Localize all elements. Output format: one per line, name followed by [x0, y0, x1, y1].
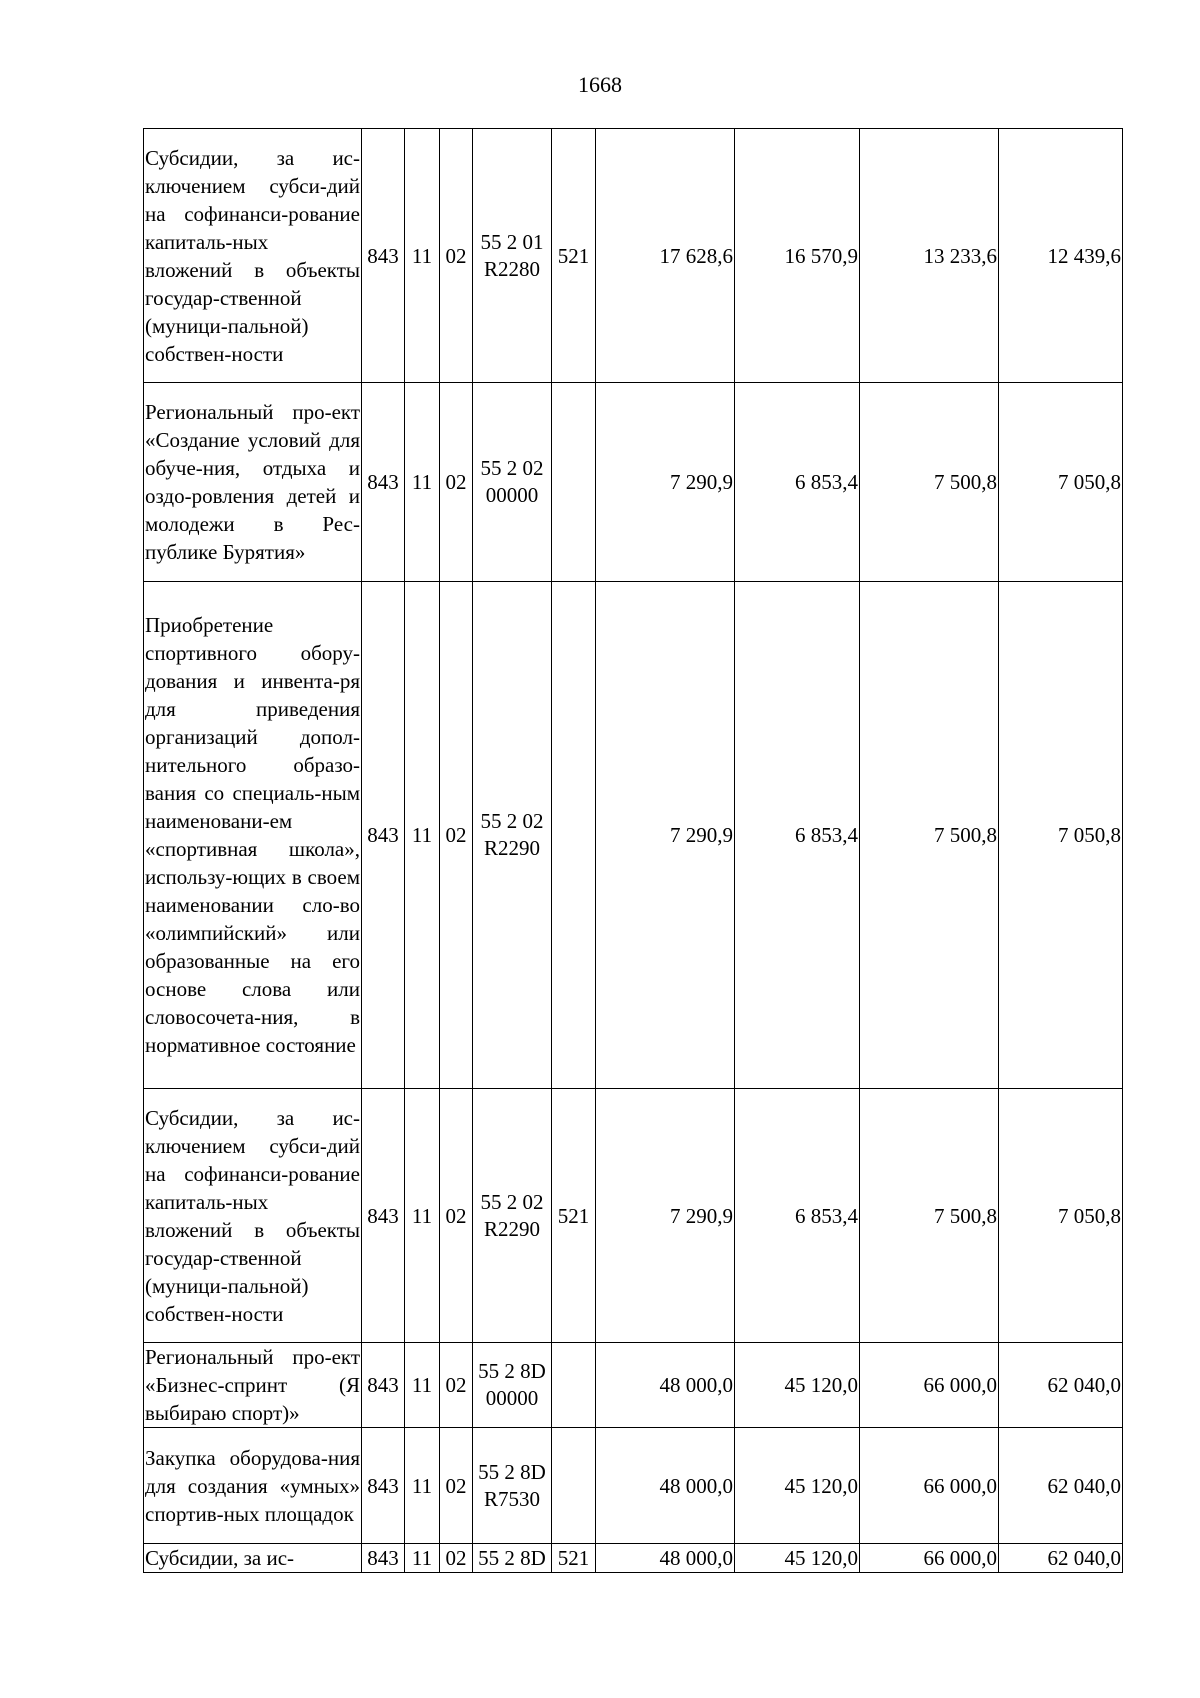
target-article-code	[473, 383, 552, 582]
table-row	[144, 582, 1123, 1089]
target-article-code	[473, 1343, 552, 1428]
expense-type-code	[552, 1428, 596, 1544]
table-row	[144, 1428, 1123, 1544]
table-row	[144, 1544, 1123, 1573]
amount-2: 6 853,4	[735, 383, 860, 582]
expense-type-code	[552, 1343, 596, 1428]
page-number: 1668	[578, 72, 622, 97]
section-code: 11	[405, 1544, 440, 1573]
target-article-code	[473, 1544, 552, 1573]
target-article-line1: 55 2 02	[480, 1189, 544, 1214]
section-code: 11	[405, 1089, 440, 1343]
amount-3: 66 000,0	[860, 1343, 999, 1428]
target-article-line1: 55 2 01	[480, 229, 544, 254]
ministry-code: 843	[362, 383, 405, 582]
target-article-line1: 55 2 02	[480, 809, 544, 833]
amount-3: 66 000,0	[860, 1428, 999, 1544]
amount-4: 7 050,8	[999, 1089, 1123, 1343]
subsection-code: 02	[440, 1343, 473, 1428]
section-code: 11	[405, 383, 440, 582]
ministry-code: 843	[362, 1089, 405, 1343]
amount-1: 48 000,0	[596, 1428, 735, 1544]
amount-3: 7 500,8	[860, 383, 999, 582]
amount-2: 6 853,4	[735, 582, 860, 1089]
amount-1: 48 000,0	[596, 1343, 735, 1428]
row-name: Приобретение спортивного обору-дования и инвента-ря для приведения организаций допол-нительного образо-вания со специаль-ным наименовани-ем «спортивная школа», использу-ющих в своем наименовании сло-во «олимпийский» или образованные на его основе слова или словосочета-ния, в нормативное состояние	[144, 582, 362, 1089]
ministry-code: 843	[362, 1428, 405, 1544]
amount-4: 7 050,8	[999, 383, 1123, 582]
ministry-code: 843	[362, 1544, 405, 1573]
target-article-line1: 55 2 8D	[478, 1459, 546, 1484]
subsection-code: 02	[440, 1428, 473, 1544]
amount-4: 62 040,0	[999, 1544, 1123, 1573]
subsection-code: 02	[440, 1089, 473, 1343]
ministry-code: 843	[362, 129, 405, 383]
amount-2: 45 120,0	[735, 1428, 860, 1544]
table-row	[144, 383, 1123, 582]
amount-1: 17 628,6	[596, 129, 735, 383]
amount-1: 7 290,9	[596, 383, 735, 582]
amount-4: 62 040,0	[999, 1343, 1123, 1428]
expense-type-code	[552, 383, 596, 582]
amount-4: 62 040,0	[999, 1428, 1123, 1544]
section-code: 11	[405, 129, 440, 383]
ministry-code: 843	[362, 1343, 405, 1428]
amount-3: 13 233,6	[860, 129, 999, 383]
amount-2: 45 120,0	[735, 1544, 860, 1573]
target-article-line1: 55 2 02	[480, 456, 544, 480]
row-name: Субсидии, за ис-ключением субси-дий на софинанси-рование капиталь-ных вложений в объекты государ-ственной (муници-пальной) собствен-ности	[144, 1089, 362, 1343]
target-article-line2: R7530	[483, 1486, 540, 1511]
target-article-line2: 00000	[485, 1386, 539, 1410]
row-name: Региональный про-ект «Бизнес-спринт (Я выбираю спорт)»	[144, 1343, 362, 1428]
expense-type-code: 521	[552, 1089, 596, 1343]
target-article-line2: R2290	[483, 1216, 540, 1241]
row-name: Региональный про-ект «Создание условий для обуче-ния, отдыха и оздо-ровления детей и молодежи в Рес-публике Бурятия»	[144, 383, 362, 582]
amount-2: 16 570,9	[735, 129, 860, 383]
target-article-code	[473, 129, 552, 383]
target-article-line2: R2290	[483, 836, 540, 860]
subsection-code: 02	[440, 129, 473, 383]
row-name: Субсидии, за ис-ключением субси-дий на софинанси-рование капиталь-ных вложений в объекты государ-ственной (муници-пальной) собствен-ности	[144, 129, 362, 383]
row-name: Субсидии, за ис-	[144, 1544, 362, 1573]
amount-3: 7 500,8	[860, 582, 999, 1089]
target-article-line2: 00000	[485, 483, 539, 507]
amount-3: 7 500,8	[860, 1089, 999, 1343]
expense-type-code: 521	[552, 129, 596, 383]
amount-1: 7 290,9	[596, 1089, 735, 1343]
row-name: Закупка оборудова-ния для создания «умных» спортив-ных площадок	[144, 1428, 362, 1544]
amount-4: 12 439,6	[999, 129, 1123, 383]
table-row	[144, 1343, 1123, 1428]
subsection-code: 02	[440, 1544, 473, 1573]
section-code: 11	[405, 582, 440, 1089]
expense-type-code: 521	[552, 1544, 596, 1573]
ministry-code: 843	[362, 582, 405, 1089]
target-article-code	[473, 1428, 552, 1544]
target-article-line1: 55 2 8D	[478, 1545, 546, 1570]
table-row	[144, 1089, 1123, 1343]
amount-2: 45 120,0	[735, 1343, 860, 1428]
subsection-code: 02	[440, 383, 473, 582]
amount-1: 7 290,9	[596, 582, 735, 1089]
expense-type-code	[552, 582, 596, 1089]
section-code: 11	[405, 1428, 440, 1544]
section-code: 11	[405, 1343, 440, 1428]
target-article-line1: 55 2 8D	[478, 1359, 546, 1383]
target-article-code	[473, 582, 552, 1089]
target-article-code	[473, 1089, 552, 1343]
amount-1: 48 000,0	[596, 1544, 735, 1573]
amount-2: 6 853,4	[735, 1089, 860, 1343]
subsection-code: 02	[440, 582, 473, 1089]
target-article-line2: R2280	[483, 256, 540, 281]
amount-4: 7 050,8	[999, 582, 1123, 1089]
table-row	[144, 129, 1123, 383]
amount-3: 66 000,0	[860, 1544, 999, 1573]
budget-table	[143, 128, 1123, 1573]
